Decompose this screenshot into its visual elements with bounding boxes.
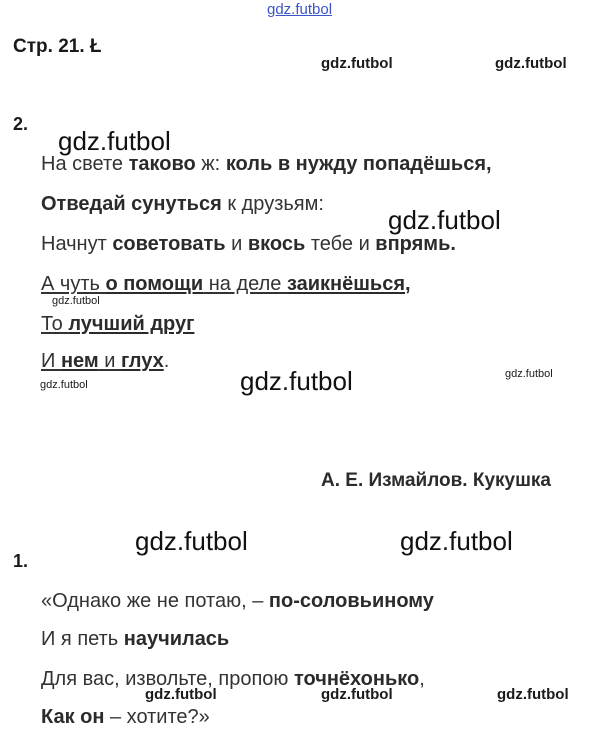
line-text: Для вас, извольте, пропою	[41, 668, 294, 690]
line-text: ж:	[195, 153, 226, 175]
watermark: gdz.futbol	[58, 126, 171, 156]
line-text: «Однако же не потаю, –	[41, 590, 269, 612]
highlighted-word: советовать	[112, 233, 226, 255]
line-text: Начнут	[41, 233, 113, 255]
line-text: тебе и	[305, 233, 376, 255]
poem-line	[41, 350, 169, 373]
line-text: на деле	[203, 273, 287, 295]
watermark: gdz.futbol	[505, 368, 553, 380]
highlighted-word: коль в нужду попадёшься,	[225, 153, 492, 175]
watermark: gdz.futbol	[321, 55, 393, 72]
poem-line	[41, 313, 194, 336]
line-text: На свете	[41, 153, 129, 175]
highlighted-word: Как он	[41, 706, 105, 728]
highlighted-word: вкось	[247, 233, 306, 255]
watermark: gdz.futbol	[321, 686, 393, 703]
highlighted-word: точнёхонько	[293, 668, 420, 690]
poem-line	[41, 233, 456, 256]
highlighted-word: заикнёшься	[286, 273, 406, 295]
author-title: А. Е. Измайлов. Кукушка	[321, 470, 552, 491]
poem-line	[41, 273, 411, 296]
highlighted-word: нем	[60, 350, 99, 372]
line-text: И	[41, 350, 61, 372]
line-text: ,	[419, 668, 425, 690]
line-text: – хотите?»	[104, 706, 210, 728]
line-text: к друзьям:	[221, 193, 324, 215]
line-text: .	[163, 350, 170, 372]
highlighted-word: ,	[405, 273, 411, 295]
line-text: и	[225, 233, 248, 255]
watermark: gdz.futbol	[52, 295, 100, 307]
page-heading: Стр. 21. Ł	[13, 36, 102, 57]
highlighted-word: о помощи	[105, 273, 204, 295]
line-text: То	[41, 313, 69, 335]
poem-line	[41, 628, 229, 651]
watermark: gdz.futbol	[145, 686, 217, 703]
line-text: А чуть	[41, 273, 106, 295]
watermark-top[interactable]: gdz.futbol	[267, 1, 333, 18]
watermark: gdz.futbol	[240, 366, 353, 396]
highlighted-word: впрямь.	[375, 233, 456, 255]
highlighted-word: научилась	[123, 628, 230, 650]
poem-line	[41, 590, 434, 613]
watermark: gdz.futbol	[400, 526, 513, 556]
watermark: gdz.futbol	[135, 526, 248, 556]
exercise-number: 1.	[13, 551, 29, 571]
highlighted-word: лучший друг	[68, 313, 195, 335]
poem-line	[41, 193, 324, 216]
poem-line	[41, 153, 492, 176]
line-text: и	[98, 350, 121, 372]
watermark: gdz.futbol	[388, 205, 501, 235]
highlighted-word: по-соловьиному	[268, 590, 434, 612]
highlighted-word: таково	[128, 153, 196, 175]
watermark: gdz.futbol	[40, 379, 88, 391]
highlighted-word: глух	[120, 350, 164, 372]
poem-line	[41, 706, 210, 729]
highlighted-word: Отведай сунуться	[41, 193, 222, 215]
line-text: И я петь	[41, 628, 124, 650]
watermark: gdz.futbol	[497, 686, 569, 703]
poem-line	[41, 668, 425, 691]
exercise-number: 2.	[13, 114, 29, 134]
watermark: gdz.futbol	[495, 55, 567, 72]
